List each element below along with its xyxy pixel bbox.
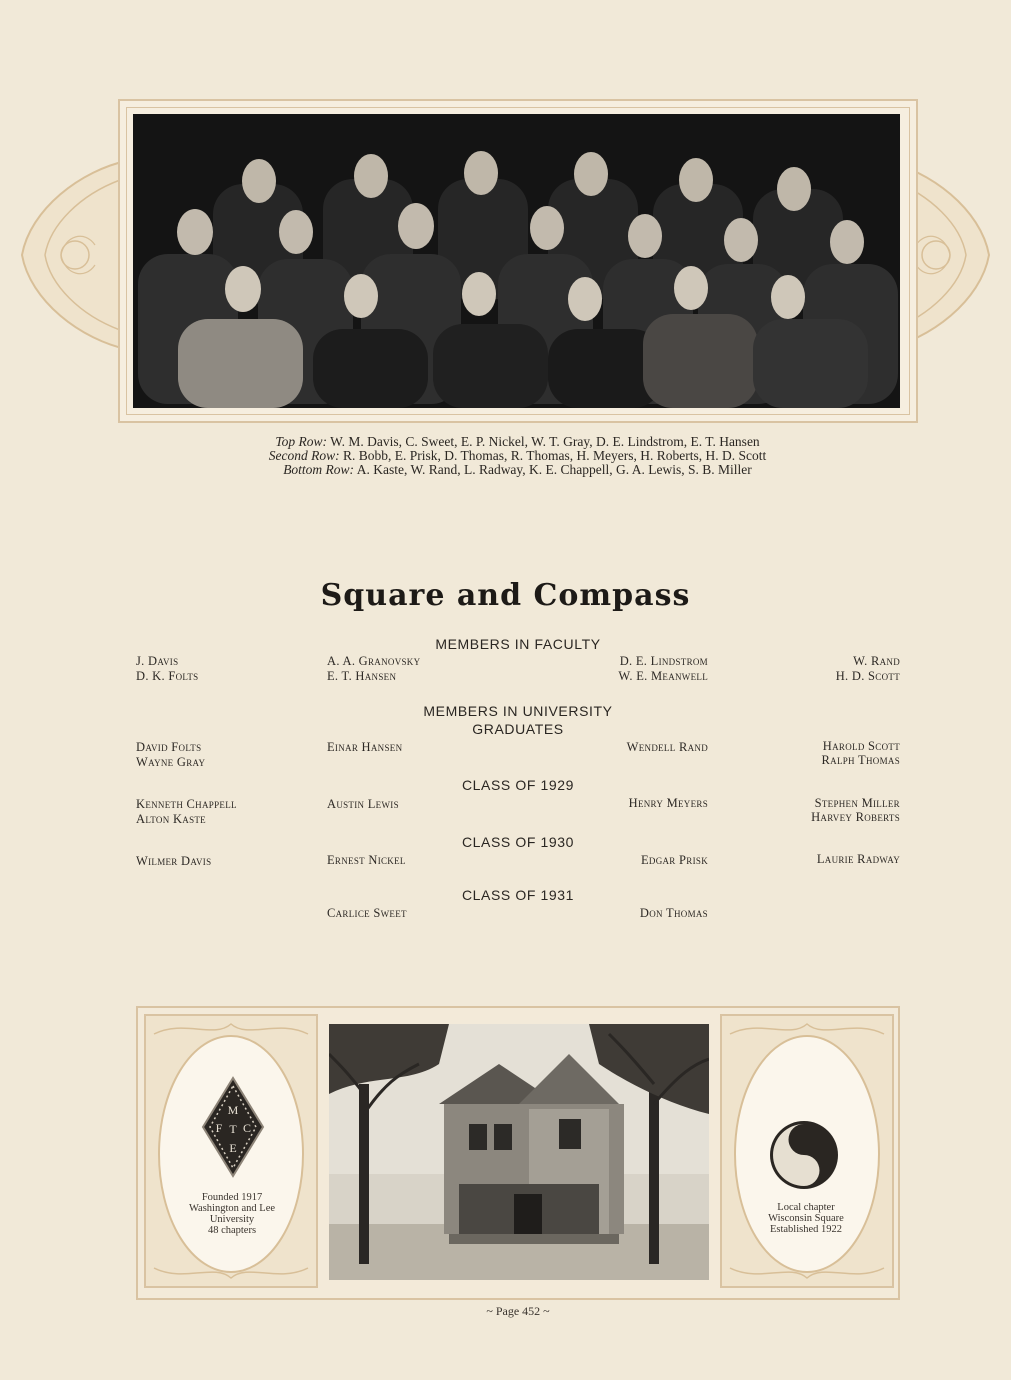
page-number: ~ Page 452 ~ [486, 1304, 550, 1318]
badge-letter-f: F [215, 1121, 223, 1135]
university-heading: MEMBERS IN UNIVERSITY [423, 703, 613, 719]
class-1931-heading: CLASS OF 1931 [461, 887, 575, 903]
member-name: Austin Lewis [327, 797, 399, 811]
member-name: Stephen Miller [814, 796, 900, 810]
member-name: Wilmer Davis [136, 854, 212, 868]
member-name: Einar Hansen [327, 740, 403, 754]
member-name: Wendell Rand [626, 740, 708, 754]
badge-letter-e: E [229, 1141, 237, 1155]
member-name: David Folts [136, 740, 202, 754]
fraternity-badge-icon [201, 1076, 265, 1178]
faculty-name: H. D. Scott [835, 669, 900, 683]
class-1930-heading: CLASS OF 1930 [461, 834, 575, 850]
faculty-name: W. Rand [853, 654, 900, 668]
member-name: Kenneth Chappell [136, 797, 237, 811]
faculty-name: D. K. Folts [136, 669, 199, 683]
class-1929-heading: CLASS OF 1929 [461, 777, 575, 793]
member-name: Alton Kaste [136, 812, 206, 826]
badge-letter-t: T [229, 1122, 237, 1136]
left-scroll-ornament [20, 150, 130, 360]
faculty-name: E. T. Hansen [327, 669, 397, 683]
faculty-name: J. Davis [136, 654, 179, 668]
member-name: Harvey Roberts [811, 810, 900, 824]
caption-bottom-row: Bottom Row: A. Kaste, W. Rand, L. Radway, K. E. Chappell, G. A. Lewis, S. B. Miller [283, 462, 752, 477]
faculty-name: D. E. Lindstrom [619, 654, 708, 668]
member-name: Ernest Nickel [327, 853, 406, 867]
badge-letter-c: C [242, 1121, 252, 1135]
yin-yang-emblem-icon [767, 1118, 841, 1192]
member-name: Laurie Radway [816, 852, 900, 866]
local-chapter-caption: Local chapter Wisconsin Square Established 1922 [768, 1202, 844, 1235]
caption-second-row: Second Row: R. Bobb, E. Prisk, D. Thomas, R. Thomas, H. Meyers, H. Roberts, H. D. Scott [268, 448, 767, 463]
page-title: Square and Compass [320, 578, 691, 613]
member-name: Don Thomas [639, 906, 708, 920]
member-name: Carlice Sweet [327, 906, 407, 920]
faculty-heading: MEMBERS IN FACULTY [435, 636, 601, 652]
faculty-name: A. A. Granovsky [327, 654, 421, 668]
chapter-house-photo [329, 1024, 709, 1280]
member-name: Wayne Gray [136, 755, 206, 769]
founding-caption: Founded 1917 Washington and Lee University 48 chapters [188, 1192, 276, 1236]
graduates-heading: GRADUATES [472, 721, 564, 737]
member-name: Harold Scott [822, 739, 900, 753]
faculty-name: W. E. Meanwell [618, 669, 708, 683]
group-photo [133, 114, 900, 408]
member-name: Henry Meyers [628, 796, 708, 810]
badge-letter-m: M [227, 1103, 239, 1117]
caption-top-row: Top Row: W. M. Davis, C. Sweet, E. P. Nickel, W. T. Gray, D. E. Lindstrom, E. T. Hansen [275, 434, 760, 449]
member-name: Ralph Thomas [821, 753, 900, 767]
member-name: Edgar Prisk [640, 853, 708, 867]
